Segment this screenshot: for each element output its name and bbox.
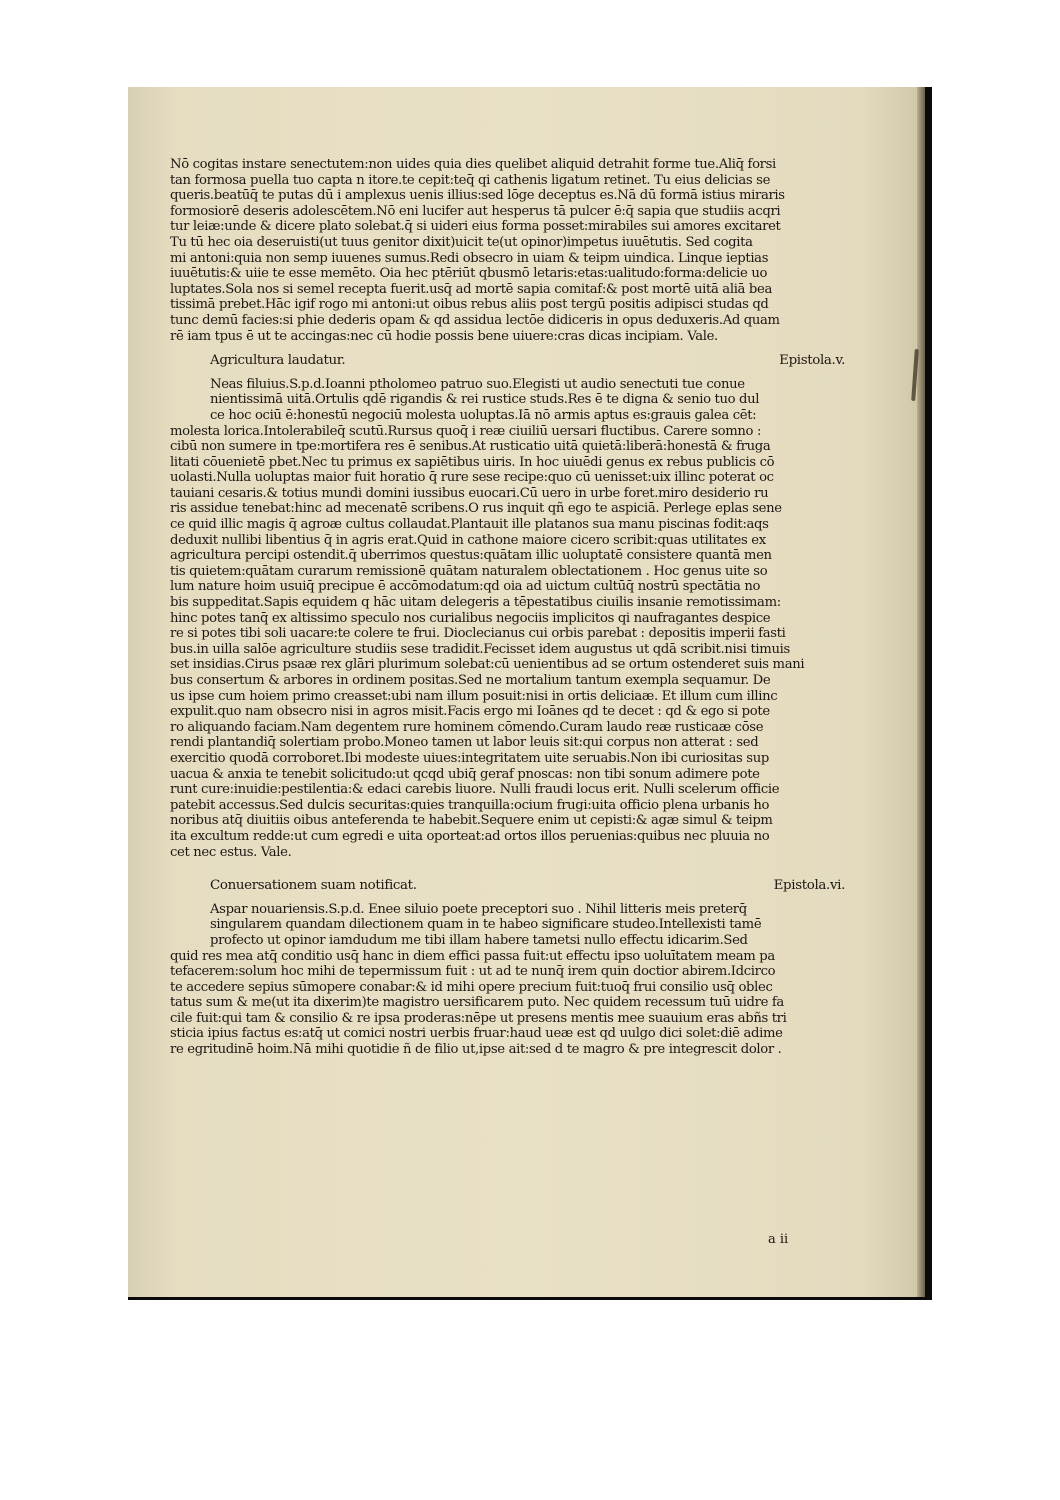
- text-line: ro aliquando faciam.Nam degentem rure hominem cōmendo.Curam laudo reæ rusticaæ cōse: [170, 719, 764, 735]
- text-line: nientissimā uitā.Ortulis qdē rigandis & rei rustice studs.Res ē te digna & senio tuo dul: [210, 392, 760, 408]
- epistle-5-number: Epistola.v.: [779, 353, 845, 369]
- scanned-page-frame: [128, 87, 932, 1300]
- signature-mark: a ii: [768, 1232, 789, 1247]
- text-line: Nō cogitas instare senectutem:non uides quia dies quelibet aliquid detrahit forme tue.Aliq̄ forsi: [170, 157, 776, 172]
- text-line: tissimā prebet.Hāc igif rogo mi antoni:ut oibus rebus aliis post tergū positis adipisci studas qd: [170, 297, 769, 313]
- epistle-6-title: Conuersationem suam notificat.: [210, 878, 417, 894]
- text-line: re egritudinē hoim.Nā mihi quotidie ñ de filio ut,ipse ait:sed d te magro & pre integrescit dolor .: [170, 1042, 782, 1058]
- text-line: tis quietem:quātam curarum remissionē quātam naturalem oblectationem . Hoc genus uite so: [170, 563, 768, 579]
- epistle-6-heading: [170, 878, 845, 894]
- text-line: uolasti.Nulla uoluptas maior fuit horatio q̄ rure sese recipe:quo cū uenisset:uix illinc poterat oc: [170, 470, 774, 486]
- text-line: us ipse cum hoiem primo creasset:ubi nam illum posuit:nisi in ortis deliciaæ. Et illum cum illinc: [170, 688, 778, 704]
- letter-ending-paragraph: [170, 157, 845, 344]
- text-line: singularem quandam dilectionem quam in te habeo significare studeo.Intellexisti tamē: [210, 917, 762, 933]
- text-line: deduxit nullibi libentius q̄ in agris erat.Quid in cathone maiore cicero scribit:quas utilitates ex: [170, 532, 766, 548]
- text-line: bis suppeditat.Sapis equidem q hāc uitam delegeris a tēpestatibus ciuilis insanie remotissimam:: [170, 595, 781, 611]
- printed-text: [170, 157, 845, 1058]
- text-line: uacua & anxia te tenebit solicitudo:ut qcqd ubiq̄ geraf pnoscas: non tibi sonum adimere pote: [170, 766, 760, 782]
- text-line: tunc demū facies:si phie dederis opam & qd assidua lectōe didiceris in opus deduxeris.Ad quam: [170, 312, 780, 328]
- text-line: ce quid illic magis q̄ agroæ cultus collaudat.Plantauit ille platanos sua manu piscinas fodit:aqs: [170, 517, 769, 533]
- page-edge-shadow: [917, 87, 925, 1297]
- text-line: rē iam tpus ē ut te accingas:nec cū hodie possis bene uiuere:cras dicas incipiam. Vale.: [170, 328, 718, 344]
- text-line: patebit accessus.Sed dulcis securitas:quies tranquilla:ocium frugi:uita officio plena urbanis ho: [170, 797, 770, 813]
- text-line: molesta lorica.Intolerabileq̄ scutū.Rursus quoq̄ i reæ ciuiliū uersari fluctibus. Carere somno :: [170, 423, 762, 439]
- text-line: Tu tū hec oia deseruisti(ut tuus genitor dixit)uicit te(ut opinor)impetus iuuētutis. Sed cogita: [170, 234, 753, 250]
- text-line: quid res mea atq̄ conditio usq̄ hanc in diem effici passa fuit:ut effectu ipso uoluītatem meam pa: [170, 948, 775, 964]
- text-line: ris assidue tenebat:hinc ad mecenatē scribens.O rus inquit qñ ego te aspiciā. Perlege eplas sene: [170, 501, 782, 517]
- text-line: exercitio quodā corroboret.Ibi modeste uiues:integritatem uite seruabis.Non ibi curiositas sup: [170, 750, 769, 766]
- text-line: queris.beatūq̄ te putas dū i amplexus uenis illius:sed lōge deceptus es.Nā dū formā istius miraris: [170, 188, 785, 204]
- text-line: ita excultum redde:ut cum egredi e uita oporteat:ad ortos illos peruenias:quibus nec pluuia no: [170, 828, 770, 844]
- text-line: profecto ut opinor iamdudum me tibi illam habere tametsi nullo effectu idicarim.Sed: [210, 932, 748, 948]
- text-line: te accedere sepius sūmopere conabar:& id mihi opere precium fuit:tuoq̄ frui consilio usq̄ oblec: [170, 979, 773, 995]
- epistle-5-body: [170, 377, 845, 860]
- text-line: Neas filuius.S.p.d.Ioanni ptholomeo patruo suo.Elegisti ut audio senectuti tue conue: [210, 376, 745, 392]
- text-line: formosiorē deseris adolescētem.Nō eni lucifer aut hesperus tā pulcer ē:q̄ sapia que studiis acqri: [170, 203, 781, 219]
- text-line: agricultura percipi ostendit.q̄ uberrimos questus:quātam illic uoluptatē consistere quantā men: [170, 548, 772, 564]
- text-line: sticia ipius factus es:atq̄ ut comici nostri uerbis fruar:haud ueæ est qd uulgo dici solet:diē adime: [170, 1026, 783, 1042]
- text-line: expulit.quo nam obsecro nisi in agros misit.Facis ergo mi Ioānes qd te decet : qd & ego si pote: [170, 704, 770, 720]
- text-line: ce hoc ociū ē:honestū negociū molesta uoluptas.Iā nō armis aptus es:grauis galea cēt:: [210, 407, 757, 423]
- text-line: bus consertum & arbores in ordinem positas.Sed ne mortalium tantum exempla sequamur. De: [170, 673, 771, 688]
- text-line: luptates.Sola nos si semel recepta fuerit.usq̄ ad mortē sapia comitaf:& post mortē uitā aliā bea: [170, 281, 772, 297]
- text-line: cibū non sumere in tpe:mortifera res ē senibus.At rusticatio uitā quietā:liberā:honestā & fruga: [170, 439, 771, 455]
- text-line: rendi plantandiq̄ solertiam probo.Moneo tamen ut labor leuis sit:qui corpus non atterat : sed: [170, 735, 759, 751]
- text-line: Aspar nouariensis.S.p.d. Enee siluio poete preceptori suo . Nihil litteris meis preterq̄: [210, 901, 747, 917]
- text-line: cile fuit:qui tam & consilio & re ipsa proderas:nēpe ut presens mentis mee suauium eras abñs tri: [170, 1010, 787, 1026]
- text-line: tefacerem:solum hoc mihi de tepermissum fuit : ut ad te nunq̄ irem quin doctior abirem.Idcirco: [170, 964, 776, 980]
- text-line: tauiani cesaris.& totius mundi domini iussibus euocari.Cū uero in urbe foret.miro desiderio ru: [170, 485, 769, 501]
- epistle-6-number: Epistola.vi.: [773, 878, 845, 894]
- text-line: tatus sum & me(ut ita dixerim)te magistro uersificarem puto. Nec quidem recessum tuū uidre fa: [170, 995, 784, 1011]
- text-line: tur leiæ:unde & dicere plato solebat.q̄ si uideri eius forma posset:mirabiles sui amores excitaret: [170, 219, 781, 235]
- text-line: re si potes tibi soli uacare:te colere te frui. Dioclecianus cui orbis parebat : depositis imperii fasti: [170, 626, 786, 642]
- text-line: runt cure:inuidie:pestilentia:& edaci carebis liuore. Nulli fraudi locus erit. Nulli scelerum officie: [170, 782, 780, 798]
- paper-leaf: [128, 87, 925, 1297]
- text-line: lum nature hoim usuiq̄ precipue ē accōmodatum:qd oia ad uictum cultūq̄ nostrū spectātia no: [170, 579, 761, 595]
- text-line: tan formosa puella tuo capta n itore.te cepit:teq̄ qi cathenis ligatum retinet. Tu eius delicias se: [170, 172, 771, 188]
- text-line: iuuētutis:& uiie te esse memēto. Oia hec ptēriūt qbusmō letaris:etas:ualitudo:forma:delicie uo: [170, 266, 768, 282]
- text-line: bus.in uilla salōe agriculture studiis sese tradidit.Fecisset idem augustus ut qdā scribit.nisi timuis: [170, 641, 790, 657]
- text-line: mi antoni:quia non semp iuuenes sumus.Redi obsecro in uiam & teipm uindica. Linque ieptias: [170, 250, 769, 266]
- epistle-6-body: [170, 902, 845, 1058]
- text-line: litati cōuenietē pbet.Nec tu primus ex sapiētibus uiris. In hoc uiuēdi genus ex rebus publicis cō: [170, 454, 775, 470]
- epistle-5-title: Agricultura laudatur.: [210, 353, 346, 369]
- text-line: set insidias.Cirus psaæ rex glāri plurimum solebat:cū uenientibus ad se ortum ostenderet suis mani: [170, 657, 805, 673]
- text-line: noribus atq̄ diuitiis oibus anteferenda te habebit.Sequere enim ut cepisti:& agæ simul & teipm: [170, 813, 773, 829]
- text-line: hinc potes tanq̄ ex altissimo speculo nos curialibus negociis implicitos qi naufragantes despice: [170, 610, 771, 626]
- epistle-5-heading: [170, 353, 845, 369]
- text-line: cet nec estus. Vale.: [170, 844, 292, 860]
